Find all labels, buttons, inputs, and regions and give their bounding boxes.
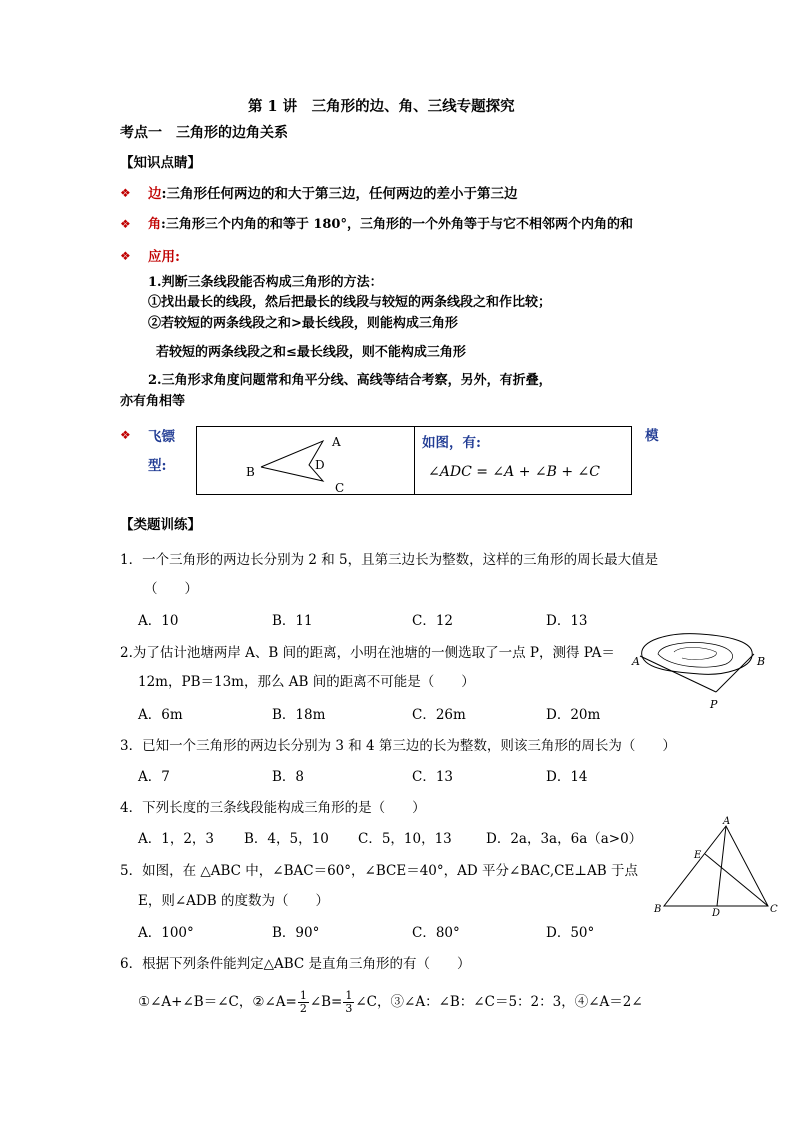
diamond-bullet-icon: ❖ xyxy=(120,186,131,200)
dart-label-d: D xyxy=(315,458,325,472)
pond-ripple xyxy=(674,648,716,660)
side-text: :三角形任何两边的和大于第三边，任何两边的差小于第三边 xyxy=(161,186,518,202)
pond-figure xyxy=(630,628,770,713)
tri-label-e: E xyxy=(694,850,702,861)
application-heading: 应用: xyxy=(148,249,180,265)
dart-figure xyxy=(196,426,416,495)
section-heading: 考点一 三角形的边角关系 xyxy=(120,125,288,141)
dart-shape xyxy=(261,441,323,481)
tri-label-a: A xyxy=(723,816,731,827)
q5-option-a: A．100° xyxy=(138,925,194,941)
fraction-half: $\frac{1}{2}$ xyxy=(299,989,307,1015)
q5-line-2: E，则∠ADB 的度数为（ ） xyxy=(138,893,329,909)
dart-label-b: B xyxy=(246,465,255,479)
q3-option-a: A．7 xyxy=(138,769,170,785)
diamond-bullet-icon: ❖ xyxy=(120,249,131,263)
q3-option-d: D．14 xyxy=(546,769,588,785)
q4-option-c: C．5，10，13 xyxy=(358,831,452,847)
q4-option-b: B．4，5，10 xyxy=(244,831,329,847)
pond-label-b: B xyxy=(757,655,766,668)
q4-option-a: A．1，2，3 xyxy=(138,831,215,847)
q5-option-c: C．80° xyxy=(412,925,460,941)
q1-paren: （ ） xyxy=(144,581,198,597)
tri-label-b: B xyxy=(654,904,662,915)
q3-option-c: C．13 xyxy=(412,769,454,785)
tri-label-c: C xyxy=(770,904,778,915)
app-line-6: 亦有角相等 xyxy=(120,394,186,409)
segment-ad xyxy=(717,826,726,906)
model-caption: 如图，有: xyxy=(422,435,481,451)
q4-stem: 4．下列长度的三条线段能构成三角形的是（ ） xyxy=(120,800,426,816)
q6-conditions: ①∠A+∠B＝∠C，②∠A= $\frac{1}{2}$ ∠B= $\frac{1}{3}$ ∠C，③∠A：∠B：∠C＝5：2：3，④∠A＝2∠ xyxy=(138,989,643,1015)
model-label-top: 飞镖 xyxy=(148,429,175,445)
q1-option-a: A．10 xyxy=(138,613,179,629)
tri-label-d: D xyxy=(712,908,721,919)
model-formula: ∠ADC = ∠A + ∠B + ∠C xyxy=(428,464,600,480)
q1-option-c: C．12 xyxy=(412,613,454,629)
application-key: 应用 xyxy=(148,249,175,265)
q4-option-d: D．2a，3a，6a（a>0） xyxy=(486,831,643,847)
q2-option-a: A．6m xyxy=(138,707,183,723)
triangle-figure xyxy=(650,816,780,920)
practice-header: 【类题训练】 xyxy=(120,517,201,533)
dart-label-a: A xyxy=(332,435,341,449)
app-line-2: ①找出最长的线段，然后把最长的线段与较短的两条线段之和作比较； xyxy=(148,295,552,310)
model-label-right: 模 xyxy=(645,428,659,444)
q2-option-c: C．26m xyxy=(412,707,466,723)
page-title: 第 1 讲 三角形的边、角、三线专题探究 xyxy=(248,98,515,115)
pond-label-a: A xyxy=(632,655,640,668)
angle-rule xyxy=(148,216,633,234)
q6-stem: 6．根据下列条件能判定△ABC 是直角三角形的有（ ） xyxy=(120,956,471,972)
q2-line-2: 12m，PB＝13m，那么 AB 间的距离不可能是（ ） xyxy=(138,674,475,690)
fraction-third: $\frac{1}{3}$ xyxy=(345,989,353,1015)
angle-text: :三角形三个内角的和等于 180°，三角形的一个外角等于与它不相邻两个内角的和 xyxy=(161,217,633,232)
app-line-5: 2.三角形求角度问题常和角平分线、高线等结合考察，另外，有折叠， xyxy=(148,373,552,388)
app-line-3: ②若较短的两条线段之和>最长线段，则能构成三角形 xyxy=(148,316,458,331)
q3-stem: 3．已知一个三角形的两边长分别为 3 和 4 第三边的长为整数，则该三角形的周长为（ ） xyxy=(120,738,676,754)
q1-option-d: D．13 xyxy=(546,613,588,629)
pond-ripple xyxy=(658,642,733,667)
angle-key: 角 xyxy=(148,217,162,232)
triangle-abc xyxy=(664,826,768,906)
q2-option-b: B．18m xyxy=(272,707,326,723)
q5-option-b: B．90° xyxy=(272,925,320,941)
q2-line-1: 2.为了估计池塘两岸 A、B 间的距离，小明在池塘的一侧选取了一点 P，测得 PA＝ xyxy=(120,645,615,661)
diamond-bullet-icon: ❖ xyxy=(120,428,131,442)
dart-label-c: C xyxy=(335,481,345,495)
q3-option-b: B．8 xyxy=(272,769,305,785)
q1-option-b: B．11 xyxy=(272,613,313,629)
app-line-4: 若较短的两条线段之和≤最长线段，则不能构成三角形 xyxy=(156,345,466,360)
q5-line-1: 5．如图，在 △ABC 中，∠BAC＝60°，∠BCE＝40°，AD 平分∠BAC,CE⊥AB 于点 xyxy=(120,863,638,879)
model-label-bottom: 型: xyxy=(148,458,167,474)
diamond-bullet-icon: ❖ xyxy=(120,217,131,231)
q1-stem: 1．一个三角形的两边长分别为 2 和 5，且第三边长为整数，这样的三角形的周长最大值是 xyxy=(120,552,659,568)
q2-option-d: D．20m xyxy=(546,707,601,723)
segment-ce xyxy=(705,854,768,906)
side-rule xyxy=(148,185,517,203)
app-line-1: 1.判断三条线段能否构成三角形的方法： xyxy=(148,275,383,290)
pond-label-p: P xyxy=(710,698,718,711)
side-key: 边 xyxy=(148,186,162,202)
q5-option-d: D．50° xyxy=(546,925,595,941)
knowledge-header: 【知识点睛】 xyxy=(120,155,201,171)
